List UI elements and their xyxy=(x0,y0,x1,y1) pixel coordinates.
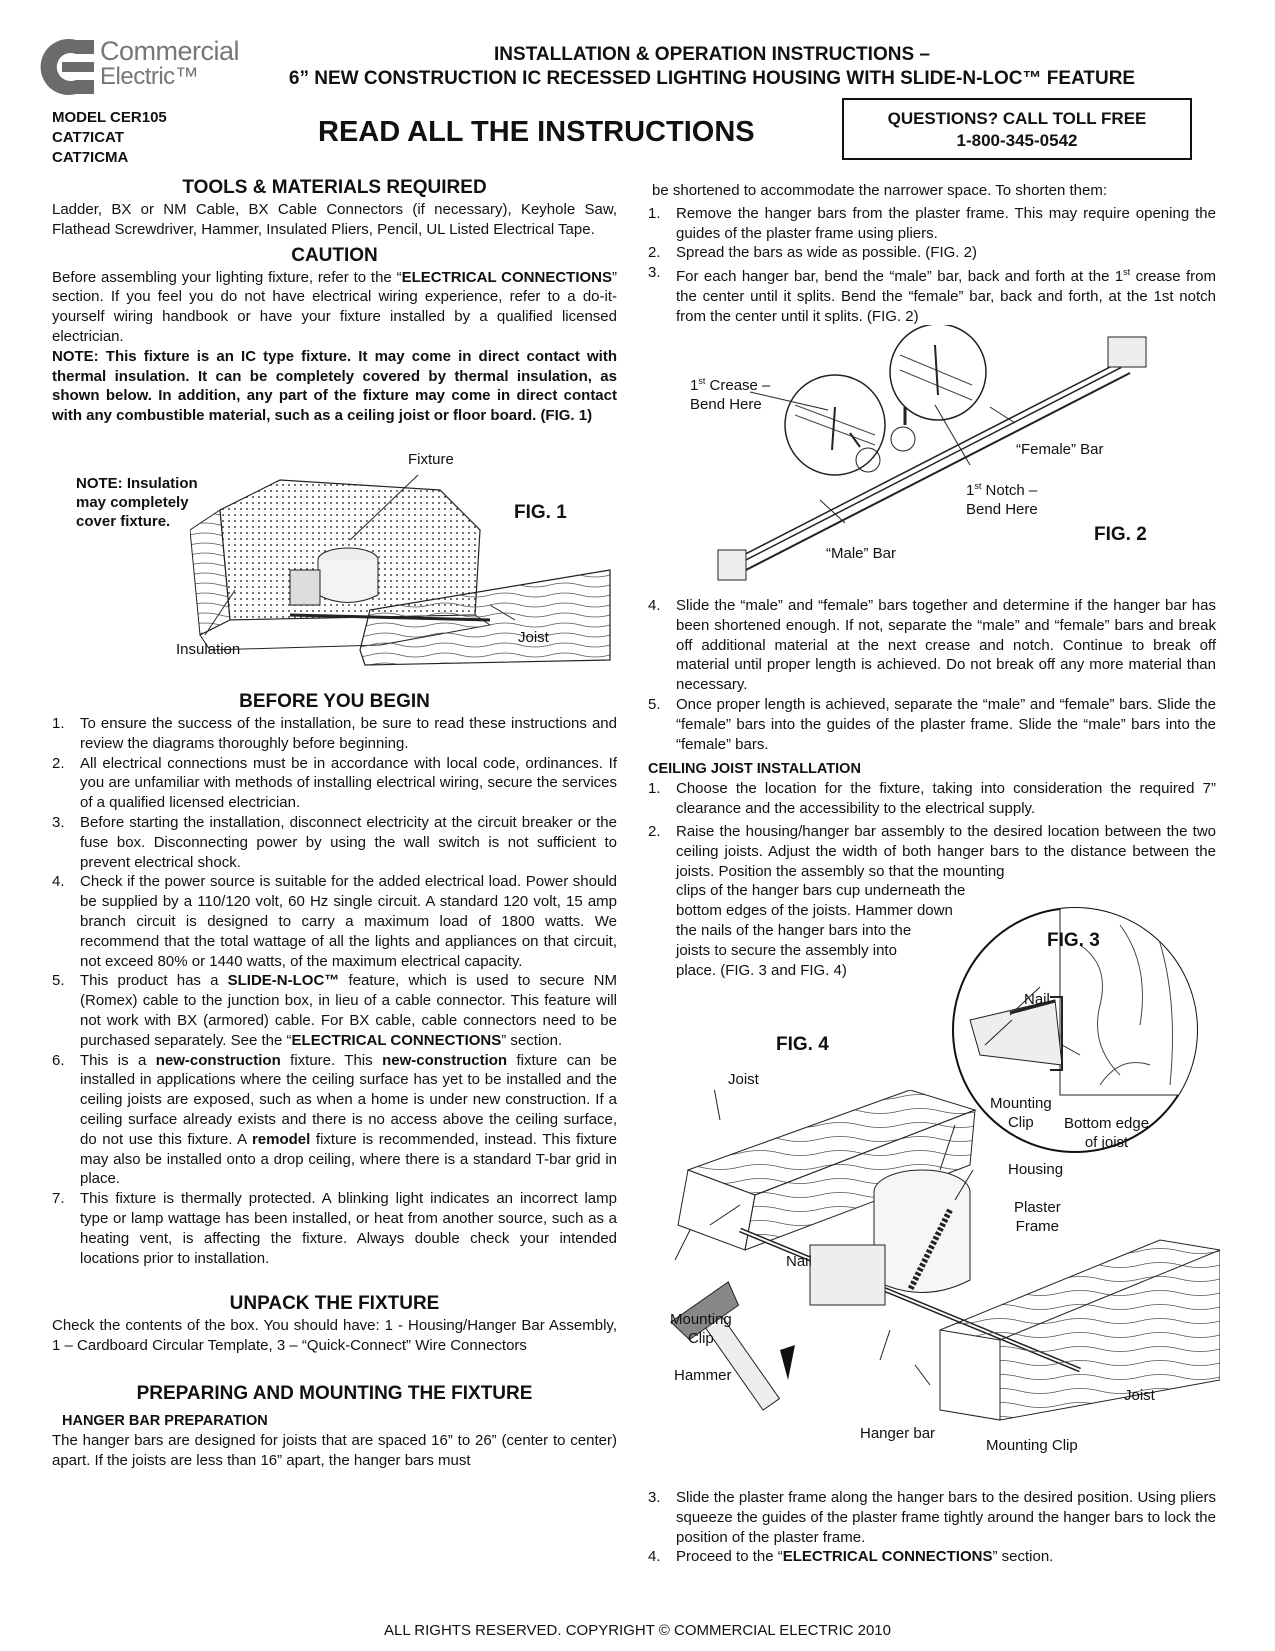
fig4-illustration xyxy=(660,1090,1220,1470)
read-instructions-title: READ ALL THE INSTRUCTIONS xyxy=(318,116,755,148)
fig4-hanger-bar-label: Hanger bar xyxy=(860,1425,936,1442)
hanger-prep-subtitle: HANGER BAR PREPARATION xyxy=(62,1412,268,1429)
fig1-fixture-label: Fixture xyxy=(408,451,454,468)
fig4-label: FIG. 4 xyxy=(776,1034,829,1055)
list-item: 3. Slide the plaster frame along the hanger bars to the desired position. Using pliers squeeze the guides of the plaster frame tightly around the hanger bars to lock the position of the plaster frame. xyxy=(648,1489,1216,1546)
list-item: 3. Before starting the installation, disconnect electricity at the circuit breaker or the fuse box. Disconnecting power by using the wall switch is not sufficient to prevent electrical shock. xyxy=(52,813,617,871)
list-item: 1. Choose the location for the fixture, taking into consideration the required 7” clearance and the accessibility to the electrical supply. xyxy=(648,780,1216,818)
hanger-prep-text: The hanger bars are designed for joists that are spaced 16” to 26” (center to center) apart. If the joists are less than 16” apart, the hanger bars must xyxy=(52,1431,617,1469)
list-item: 2. Spread the bars as wide as possible. (FIG. 2) xyxy=(648,244,977,262)
before-list xyxy=(52,714,617,1268)
fig4-joist-right-label: Joist xyxy=(1124,1387,1155,1404)
before-title: BEFORE YOU BEGIN xyxy=(239,691,430,712)
hanger-steps-section xyxy=(648,181,1216,327)
caution-title: CAUTION xyxy=(291,244,378,266)
list-item: 4. Check if the power source is suitable for the added electrical load. Power should be supplied by a 110/120 volt, 60 Hz single circuit. A standard 120 volt, 15 amp branch circuit is designed to carry a maximum load of 1800 watts. We recommend that the total wattage of all the lights and appliances on that circuit, not exceed 80% or 1440 watts, of the maximum electrical capacity. xyxy=(52,873,617,970)
fig1-illustration xyxy=(190,470,620,670)
ceiling-joist-title: CEILING JOIST INSTALLATION xyxy=(648,761,861,778)
fig2-notch-label: 1st Notch – Bend Here xyxy=(966,481,1038,518)
prep-title: PREPARING AND MOUNTING THE FIXTURE xyxy=(136,1382,533,1404)
fig3-nail-label: Nail xyxy=(1024,991,1050,1008)
fig4-clip-left-label: Mounting Clip xyxy=(670,1311,732,1347)
fig2-female-label: “Female” Bar xyxy=(1016,441,1104,458)
before-section xyxy=(52,690,617,1471)
unpack-text: Check the contents of the box. You should have: 1 - Housing/Hanger Bar Assembly, 1 – Cardboard Circular Template, 3 – “Quick-Connect” Wire Connectors xyxy=(52,1317,617,1355)
fig4-joist-top-label: Joist xyxy=(728,1071,759,1088)
fig4-housing-label: Housing xyxy=(1008,1161,1064,1178)
list-item: 1. Remove the hanger bars from the plaster frame. This may require opening the guides of the plaster frame using pliers. xyxy=(648,204,1216,242)
fig4-plaster-frame-label: Plaster Frame xyxy=(1014,1199,1061,1235)
j2-continued: clips of the hanger bars cup underneath the bottom edges of the joists. Hammer down the nails of the hanger bars into the joists to secure the assembly into place. (FIG. 3 and FIG. 4) xyxy=(676,882,966,979)
fig2-crease-label: 1st Crease – Bend Here xyxy=(690,376,771,413)
fig4-hammer-label: Hammer xyxy=(674,1367,732,1384)
model-numbers: MODEL CER105 CAT7ICAT CAT7ICMA xyxy=(52,109,167,166)
list-item: 5. This product has a SLIDE-N-LOC™ feature, which is used to secure NM (Romex) cable to the junction box, in lieu of a cable connector. This feature will not work with BX (armored) cable. For BX cable, cable connectors need to be purchased separately. See the “ELECTRICAL CONNECTIONS” section. xyxy=(52,972,617,1049)
fig3-edge-label: Bottom edge of joist xyxy=(1064,1115,1150,1151)
list-item: 2. All electrical connections must be in accordance with local code, ordinances. If you are unfamiliar with methods of installing electrical wiring, secure the services of a qualified licensed electrician. xyxy=(52,754,617,812)
list-item: 1. To ensure the success of the installation, be sure to read these instructions and review the diagrams thoroughly before beginning. xyxy=(52,715,617,752)
joist-steps-continued xyxy=(648,1488,1216,1567)
header-line-1: INSTALLATION & OPERATION INSTRUCTIONS – xyxy=(494,44,930,65)
copyright-footer: ALL RIGHTS RESERVED. COPYRIGHT © COMMERCIAL ELECTRIC 2010 xyxy=(383,1622,891,1639)
fig3-label: FIG. 3 xyxy=(1047,930,1100,951)
brand-name: Commercial Electric™ xyxy=(100,36,240,90)
list-item: 5. Once proper length is achieved, separate the “male” and “female” bars. Slide the “female” bars into the guides of the plaster frame. Slide the “male” bars into the “female” bars. xyxy=(648,695,1216,753)
tools-title: TOOLS & MATERIALS REQUIRED xyxy=(182,177,487,198)
questions-box: QUESTIONS? CALL TOLL FREE 1-800-345-0542 xyxy=(842,98,1192,160)
fig1-note: NOTE: Insulation may completely cover fixture. xyxy=(76,475,198,530)
fig2-illustration xyxy=(700,325,1170,595)
fig4-clip-bottom-label: Mounting Clip xyxy=(986,1437,1078,1454)
hanger-steps-list xyxy=(648,204,1216,327)
fig2-label: FIG. 2 xyxy=(1094,524,1147,545)
fig1-insulation-label: Insulation xyxy=(176,641,241,658)
tools-section xyxy=(52,176,617,426)
header-line-2: 6” NEW CONSTRUCTION IC RECESSED LIGHTING HOUSING WITH SLIDE-N-LOC™ FEATURE xyxy=(288,68,1136,89)
caution-note: NOTE: This fixture is an IC type fixture. It may come in direct contact with thermal insulation. It can be completely covered by thermal insulation, as shown below. In addition, any part of the fixture may come in direct contact with any combustible material, such as a ceiling joist or floor board. (FIG. 1) xyxy=(52,347,617,425)
list-item: 4. Proceed to the “ELECTRICAL CONNECTIONS” section. xyxy=(648,1548,1054,1566)
list-item: 3. For each hanger bar, bend the “male” bar, back and forth at the 1st crease from the center until it splits. Bend the “female” bar, back and forth, at the 1st notch from the center until it splits. (FIG. 2) xyxy=(648,264,1216,325)
list-item: 4. Slide the “male” and “female” bars together and determine if the hanger bar has been shortened enough. If not, separate the “male” and “female” bars and break off additional material at the next crease and notch. Continue to break off material until proper length is achieved. Do not break off any more material than necessary. xyxy=(648,597,1216,694)
tools-text: Ladder, BX or NM Cable, BX Cable Connectors (if necessary), Keyhole Saw, Flathead Screwdriver, Hammer, Insulated Pliers, Pencil, UL Listed Electrical Tape. xyxy=(52,201,617,238)
unpack-title: UNPACK THE FIXTURE xyxy=(229,1293,440,1315)
fig1-joist-label: Joist xyxy=(518,629,549,646)
list-item: 2. Raise the housing/hanger bar assembly to the desired location between the two ceiling joists. Adjust the width of both hanger bars to the distance between the joists. Position the assembly so that the mounting xyxy=(648,822,1216,880)
hanger-steps-intro: be shortened to accommodate the narrower space. To shorten them: xyxy=(652,182,1107,199)
fig4-nail-label: Nail xyxy=(786,1253,812,1270)
fig3-clip-label: Mounting Clip xyxy=(990,1095,1052,1131)
fig1-label: FIG. 1 xyxy=(514,502,567,523)
fig2-male-label: “Male” Bar xyxy=(826,545,897,562)
caution-text: Before assembling your lighting fixture, refer to the “ELECTRICAL CONNECTIONS” section. If you feel you do not have electrical wiring experience, refer to a do-it-yourself wiring handbook or have your fixture installed by a qualified licensed electrician. xyxy=(52,268,617,345)
list-item: 6. This is a new-construction fixture. This new-construction fixture can be installed in applications where the ceiling surface has yet to be installed and the ceiling joists are exposed, such as when a home is under new construction. If a ceiling surface already exists and there is no access above the ceiling surface, do not use this fixture. A remodel fixture is recommended, instead. This fixture may also be installed onto a drop ceiling, where there is a standard T-bar grid in place. xyxy=(52,1051,618,1188)
list-item: 7. This fixture is thermally protected. A blinking light indicates an incorrect lamp type or lamp wattage has been installed, or heat from another source, such as a heating vent, is affecting the fixture. Always double check your intended locations prior to installation. xyxy=(52,1190,617,1267)
